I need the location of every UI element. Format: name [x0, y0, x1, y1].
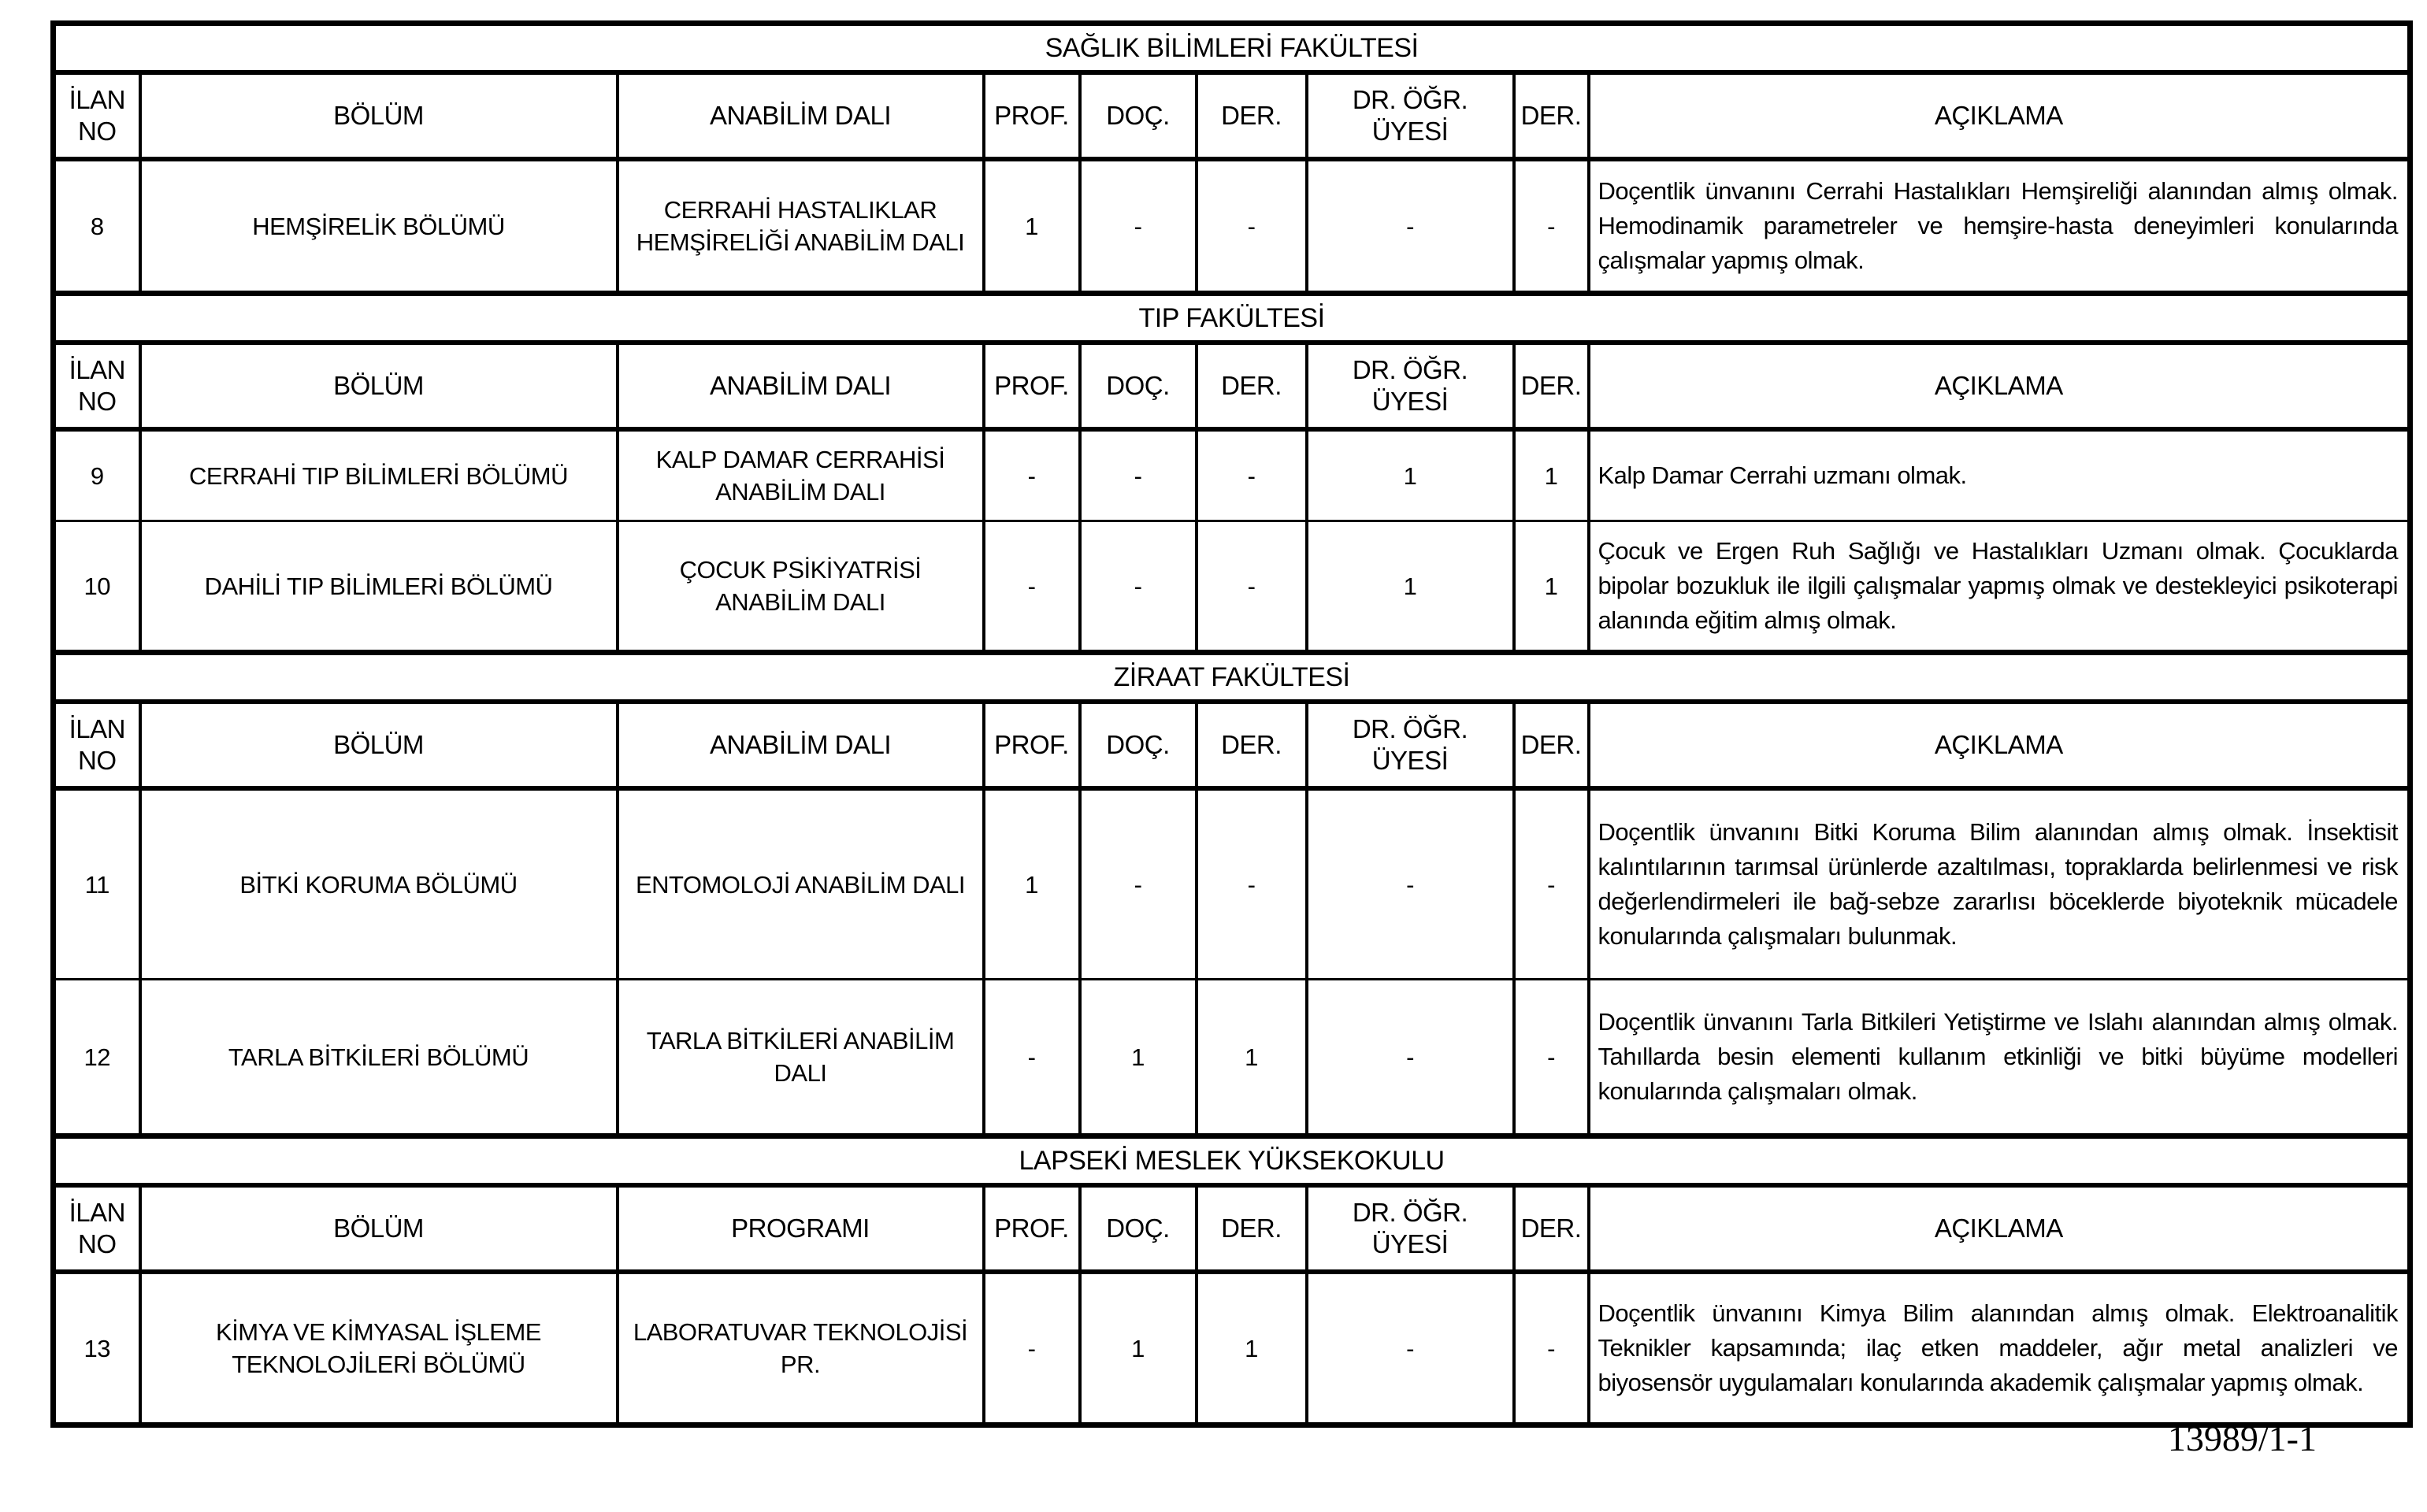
- col-header-aciklama: AÇIKLAMA: [1589, 72, 2410, 159]
- col-header-prof: PROF.: [984, 1185, 1080, 1272]
- section-title: ZİRAAT FAKÜLTESİ: [54, 653, 2410, 702]
- cell-prof: -: [984, 1272, 1080, 1425]
- table-row: [54, 1272, 2410, 1425]
- section-title-row: [54, 24, 2410, 73]
- col-header-ilan-no: İLAN NO: [54, 702, 140, 788]
- cell-ilan-no: 9: [54, 429, 140, 521]
- col-header-doc: DOÇ.: [1080, 1185, 1197, 1272]
- cell-anabilim-dali: KALP DAMAR CERRAHİSİ ANABİLİM DALI: [618, 429, 984, 521]
- col-header-prof: PROF.: [984, 702, 1080, 788]
- col-header-bolum: BÖLÜM: [140, 72, 618, 159]
- table-row: [54, 980, 2410, 1136]
- col-header-der: DER.: [1197, 702, 1307, 788]
- col-header-ilan-no: İLAN NO: [54, 343, 140, 429]
- col-header-der: DER.: [1197, 343, 1307, 429]
- cell-der: -: [1197, 788, 1307, 980]
- cell-anabilim-dali: CERRAHİ HASTALIKLAR HEMŞİRELİĞİ ANABİLİM DALI: [618, 159, 984, 294]
- cell-dr-ogr-uyesi: -: [1307, 1272, 1514, 1425]
- col-header-ilan-no: İLAN NO: [54, 1185, 140, 1272]
- col-header-aciklama: AÇIKLAMA: [1589, 343, 2410, 429]
- header-row: [54, 72, 2410, 159]
- col-header-doc: DOÇ.: [1080, 343, 1197, 429]
- cell-prof: 1: [984, 159, 1080, 294]
- section-title-row: [54, 653, 2410, 702]
- col-header-anabilim-dali: ANABİLİM DALI: [618, 72, 984, 159]
- cell-aciklama: Doçentlik ünvanını Kimya Bilim alanından almış olmak. Elektroanalitik Teknikler kapsamında; ilaç etken maddeler, ağır metal analizleri ve biyosensör uygulamaları konularında akademik çalışmalar yapmış olmak.: [1589, 1272, 2410, 1425]
- col-header-anabilim-dali: ANABİLİM DALI: [618, 702, 984, 788]
- col-header-der-2: DER.: [1514, 702, 1589, 788]
- cell-dr-ogr-uyesi: 1: [1307, 521, 1514, 653]
- gazette-reference-number: 13989/1-1: [2167, 1418, 2317, 1458]
- col-header-aciklama: AÇIKLAMA: [1589, 702, 2410, 788]
- col-header-doc: DOÇ.: [1080, 702, 1197, 788]
- cell-der-2: -: [1514, 980, 1589, 1136]
- cell-programi: LABORATUVAR TEKNOLOJİSİ PR.: [618, 1272, 984, 1425]
- cell-ilan-no: 8: [54, 159, 140, 294]
- col-header-dr-ogr-uyesi: DR. ÖĞR. ÜYESİ: [1307, 343, 1514, 429]
- cell-anabilim-dali: ENTOMOLOJİ ANABİLİM DALI: [618, 788, 984, 980]
- section-title: SAĞLIK BİLİMLERİ FAKÜLTESİ: [54, 24, 2410, 73]
- cell-ilan-no: 12: [54, 980, 140, 1136]
- cell-anabilim-dali: ÇOCUK PSİKİYATRİSİ ANABİLİM DALI: [618, 521, 984, 653]
- cell-ilan-no: 10: [54, 521, 140, 653]
- cell-doc: 1: [1080, 980, 1197, 1136]
- cell-prof: 1: [984, 788, 1080, 980]
- cell-doc: -: [1080, 159, 1197, 294]
- cell-bolum: HEMŞİRELİK BÖLÜMÜ: [140, 159, 618, 294]
- table-row: [54, 429, 2410, 521]
- col-header-der-2: DER.: [1514, 1185, 1589, 1272]
- cell-der-2: -: [1514, 159, 1589, 294]
- col-header-der: DER.: [1197, 1185, 1307, 1272]
- col-header-bolum: BÖLÜM: [140, 702, 618, 788]
- col-header-bolum: BÖLÜM: [140, 1185, 618, 1272]
- cell-der: -: [1197, 159, 1307, 294]
- cell-doc: -: [1080, 429, 1197, 521]
- cell-bolum: KİMYA VE KİMYASAL İŞLEME TEKNOLOJİLERİ BÖLÜMÜ: [140, 1272, 618, 1425]
- col-header-programi: PROGRAMI: [618, 1185, 984, 1272]
- cell-der: 1: [1197, 1272, 1307, 1425]
- col-header-dr-ogr-uyesi: DR. ÖĞR. ÜYESİ: [1307, 72, 1514, 159]
- section-title-row: [54, 1136, 2410, 1186]
- cell-aciklama: Kalp Damar Cerrahi uzmanı olmak.: [1589, 429, 2410, 521]
- cell-bolum: BİTKİ KORUMA BÖLÜMÜ: [140, 788, 618, 980]
- table-row: [54, 788, 2410, 980]
- col-header-anabilim-dali: ANABİLİM DALI: [618, 343, 984, 429]
- col-header-bolum: BÖLÜM: [140, 343, 618, 429]
- cell-dr-ogr-uyesi: 1: [1307, 429, 1514, 521]
- cell-bolum: TARLA BİTKİLERİ BÖLÜMÜ: [140, 980, 618, 1136]
- announcement-table: [50, 20, 2413, 1428]
- col-header-doc: DOÇ.: [1080, 72, 1197, 159]
- col-header-dr-ogr-uyesi: DR. ÖĞR. ÜYESİ: [1307, 1185, 1514, 1272]
- cell-der-2: -: [1514, 788, 1589, 980]
- cell-prof: -: [984, 521, 1080, 653]
- cell-bolum: CERRAHİ TIP BİLİMLERİ BÖLÜMÜ: [140, 429, 618, 521]
- col-header-ilan-no: İLAN NO: [54, 72, 140, 159]
- cell-doc: -: [1080, 521, 1197, 653]
- col-header-der: DER.: [1197, 72, 1307, 159]
- cell-aciklama: Doçentlik ünvanını Cerrahi Hastalıkları Hemşireliği alanından almış olmak. Hemodinamik parametreler ve hemşire-hasta deneyimleri konularında çalışmalar yapmış olmak.: [1589, 159, 2410, 294]
- section-title: LAPSEKİ MESLEK YÜKSEKOKULU: [54, 1136, 2410, 1186]
- table-row: [54, 159, 2410, 294]
- cell-ilan-no: 11: [54, 788, 140, 980]
- col-header-prof: PROF.: [984, 72, 1080, 159]
- cell-der-2: -: [1514, 1272, 1589, 1425]
- cell-aciklama: Doçentlik ünvanını Bitki Koruma Bilim alanından almış olmak. İnsektisit kalıntılarının tarımsal ürünlerde azaltılması, topraklarda belirlenmesi ve risk değerlendirmeleri ile bağ-sebze zararlısı böceklerde biyoteknik mücadele konularında çalışmaları bulunmak.: [1589, 788, 2410, 980]
- col-header-dr-ogr-uyesi: DR. ÖĞR. ÜYESİ: [1307, 702, 1514, 788]
- cell-dr-ogr-uyesi: -: [1307, 980, 1514, 1136]
- cell-aciklama: Çocuk ve Ergen Ruh Sağlığı ve Hastalıkları Uzmanı olmak. Çocuklarda bipolar bozukluk ile ilgili çalışmalar yapmış olmak ve destekleyici psikoterapi alanında eğitim almış olmak.: [1589, 521, 2410, 653]
- cell-der: -: [1197, 521, 1307, 653]
- cell-bolum: DAHİLİ TIP BİLİMLERİ BÖLÜMÜ: [140, 521, 618, 653]
- table-row: [54, 521, 2410, 653]
- cell-dr-ogr-uyesi: -: [1307, 159, 1514, 294]
- cell-prof: -: [984, 429, 1080, 521]
- cell-der-2: 1: [1514, 521, 1589, 653]
- col-header-der-2: DER.: [1514, 343, 1589, 429]
- section-title-row: [54, 294, 2410, 343]
- cell-anabilim-dali: TARLA BİTKİLERİ ANABİLİM DALI: [618, 980, 984, 1136]
- cell-dr-ogr-uyesi: -: [1307, 788, 1514, 980]
- header-row: [54, 1185, 2410, 1272]
- cell-der-2: 1: [1514, 429, 1589, 521]
- cell-aciklama: Doçentlik ünvanını Tarla Bitkileri Yetiştirme ve Islahı alanından almış olmak. Tahıllarda besin elementi kullanım etkinliği ve bitki büyüme modelleri konularında çalışmaları olmak.: [1589, 980, 2410, 1136]
- cell-doc: -: [1080, 788, 1197, 980]
- cell-doc: 1: [1080, 1272, 1197, 1425]
- header-row: [54, 343, 2410, 429]
- col-header-der-2: DER.: [1514, 72, 1589, 159]
- cell-prof: -: [984, 980, 1080, 1136]
- header-row: [54, 702, 2410, 788]
- col-header-aciklama: AÇIKLAMA: [1589, 1185, 2410, 1272]
- cell-der: 1: [1197, 980, 1307, 1136]
- cell-der: -: [1197, 429, 1307, 521]
- section-title: TIP FAKÜLTESİ: [54, 294, 2410, 343]
- col-header-prof: PROF.: [984, 343, 1080, 429]
- cell-ilan-no: 13: [54, 1272, 140, 1425]
